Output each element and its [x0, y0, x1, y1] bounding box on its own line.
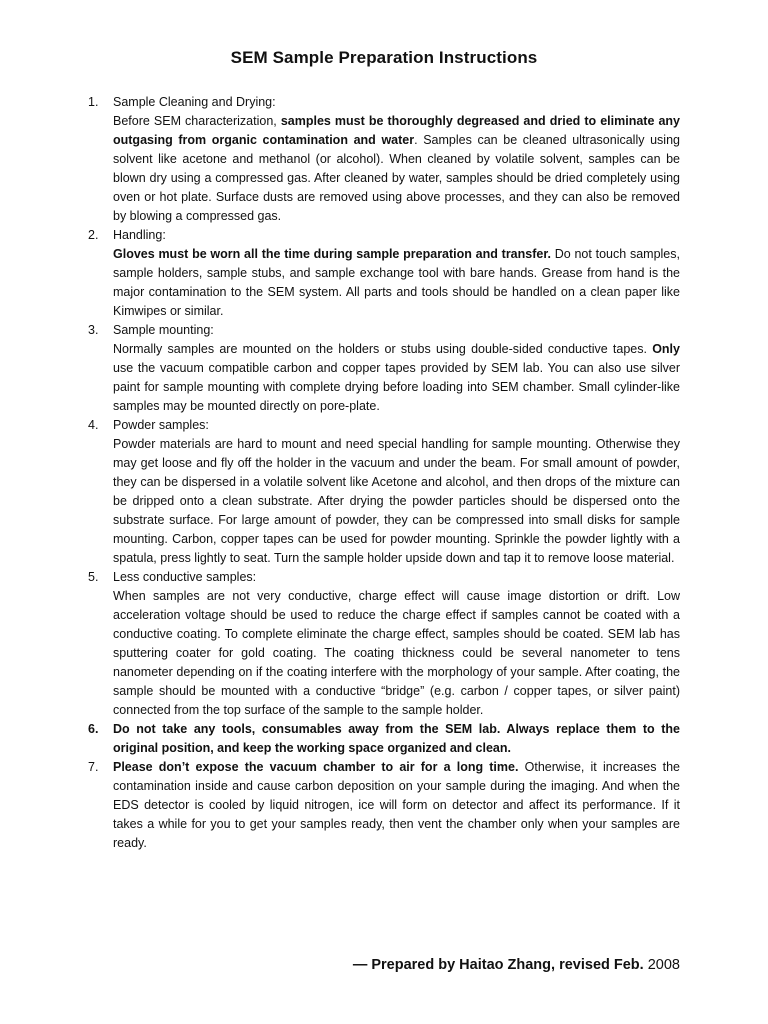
revision-year: 2008	[643, 957, 680, 973]
item-text: When samples are not very conductive, charge effect will cause image distortion or drift. Low acceleration voltage should be used to reduce the charge effect if samples cannot be coated with a conductive coating. To complete eliminate the charge effect, samples should be coated. SEM lab has sputtering coater for gold coating. The coating thickness could be several nanometer to tens nanometer depending on if the coating interfere with the morphology of your sample. After coating, the sample should be mounted with a conductive “bridge” (e.g. carbon / copper tapes, or silver paint) connected from the top surface of the sample to the sample holder.	[113, 589, 680, 717]
item-text: use the vacuum compatible carbon and copper tapes provided by SEM lab. You can also use silver paint for sample mounting with complete drying before loading into SEM chamber. Small cylinder-like samples may be mounted directly on pore-plate.	[113, 361, 680, 413]
item-number: 1.	[88, 95, 99, 109]
item-number: 4.	[88, 418, 99, 432]
list-item	[88, 416, 680, 568]
item-number: 5.	[88, 570, 99, 584]
item-text-bold: Do not take any tools, consumables away from the SEM lab. Always replace them to the original position, and keep the working space organized and clean.	[113, 722, 680, 755]
item-heading: Less conductive samples:	[113, 570, 257, 584]
list-item	[88, 226, 680, 321]
item-heading: Handling:	[113, 228, 166, 242]
item-number: 2.	[88, 228, 99, 242]
list-item	[88, 720, 680, 758]
item-text: Otherwise, it increases the contamination inside and cause carbon deposition on your sample during the imaging. And when the EDS detector is cooled by liquid nitrogen, ice will form on detector and affect its performance. If it takes a while for you to get your samples ready, then vent the chamber only when your samples are ready.	[113, 760, 680, 850]
item-text: Before SEM characterization,	[113, 114, 281, 128]
item-text-bold: Please don’t expose the vacuum chamber to air for a long time.	[113, 760, 519, 774]
item-text-bold: Gloves must be worn all the time during sample preparation and transfer.	[113, 247, 551, 261]
author-credit-text: — Prepared by Haitao Zhang, revised Feb.	[352, 957, 644, 973]
item-text: . Samples can be cleaned ultrasonically using solvent like acetone and methanol (or alcohol). When cleaned by volatile solvent, samples can be blown dry using a compressed gas. After cleaned by water, samples should be dried completely using oven or hot plate. Surface dusts are removed using above processes, and they can also be removed by blowing a compressed gas.	[113, 133, 680, 223]
list-item	[88, 568, 680, 720]
instruction-list	[88, 93, 680, 853]
item-body	[113, 340, 680, 416]
list-item	[88, 93, 680, 226]
item-number: 3.	[88, 323, 99, 337]
item-heading: Sample mounting:	[113, 323, 214, 337]
item-text-bold: samples must be thoroughly degreased and dried to eliminate any outgasing from organic contamination and water	[113, 114, 681, 147]
item-body	[113, 720, 680, 758]
item-heading: Powder samples:	[113, 418, 209, 432]
item-body	[113, 587, 680, 720]
list-item	[88, 321, 680, 416]
author-credit	[353, 957, 680, 973]
item-body	[113, 245, 680, 321]
item-body	[113, 112, 680, 226]
item-text: Powder materials are hard to mount and need special handling for sample mounting. Otherwise they may get loose and fly off the holder in the vacuum and under the beam. For small amount of powder, they can be dispersed in a volatile solvent like Acetone and alcohol, and then drops of the mixture can be dripped onto a clean substrate. After drying the powder particles should be dispersed onto the substrate surface. For large amount of powder, they can be compressed into small disks for sample mounting. Carbon, copper tapes can be used for powder mounting. Sprinkle the powder lightly with a spatula, press lightly to seat. Turn the sample holder upside down and tap it to remove loose material.	[113, 437, 680, 565]
item-text: Normally samples are mounted on the holders or stubs using double-sided conductive tapes.	[113, 342, 653, 356]
item-body	[113, 758, 680, 853]
item-heading: Sample Cleaning and Drying:	[113, 95, 276, 109]
item-text: Do not touch samples, sample holders, sample stubs, and sample exchange tool with bare hands. Grease from hand is the major contamination to the SEM system. All parts and tools should be handled on a clean paper like Kimwipes or similar.	[113, 247, 680, 318]
page-title: SEM Sample Preparation Instructions	[230, 48, 538, 67]
item-body	[113, 435, 680, 568]
item-text-bold: Only	[652, 342, 680, 356]
list-item	[88, 758, 680, 853]
item-number: 6.	[88, 722, 99, 736]
item-number: 7.	[88, 760, 99, 774]
